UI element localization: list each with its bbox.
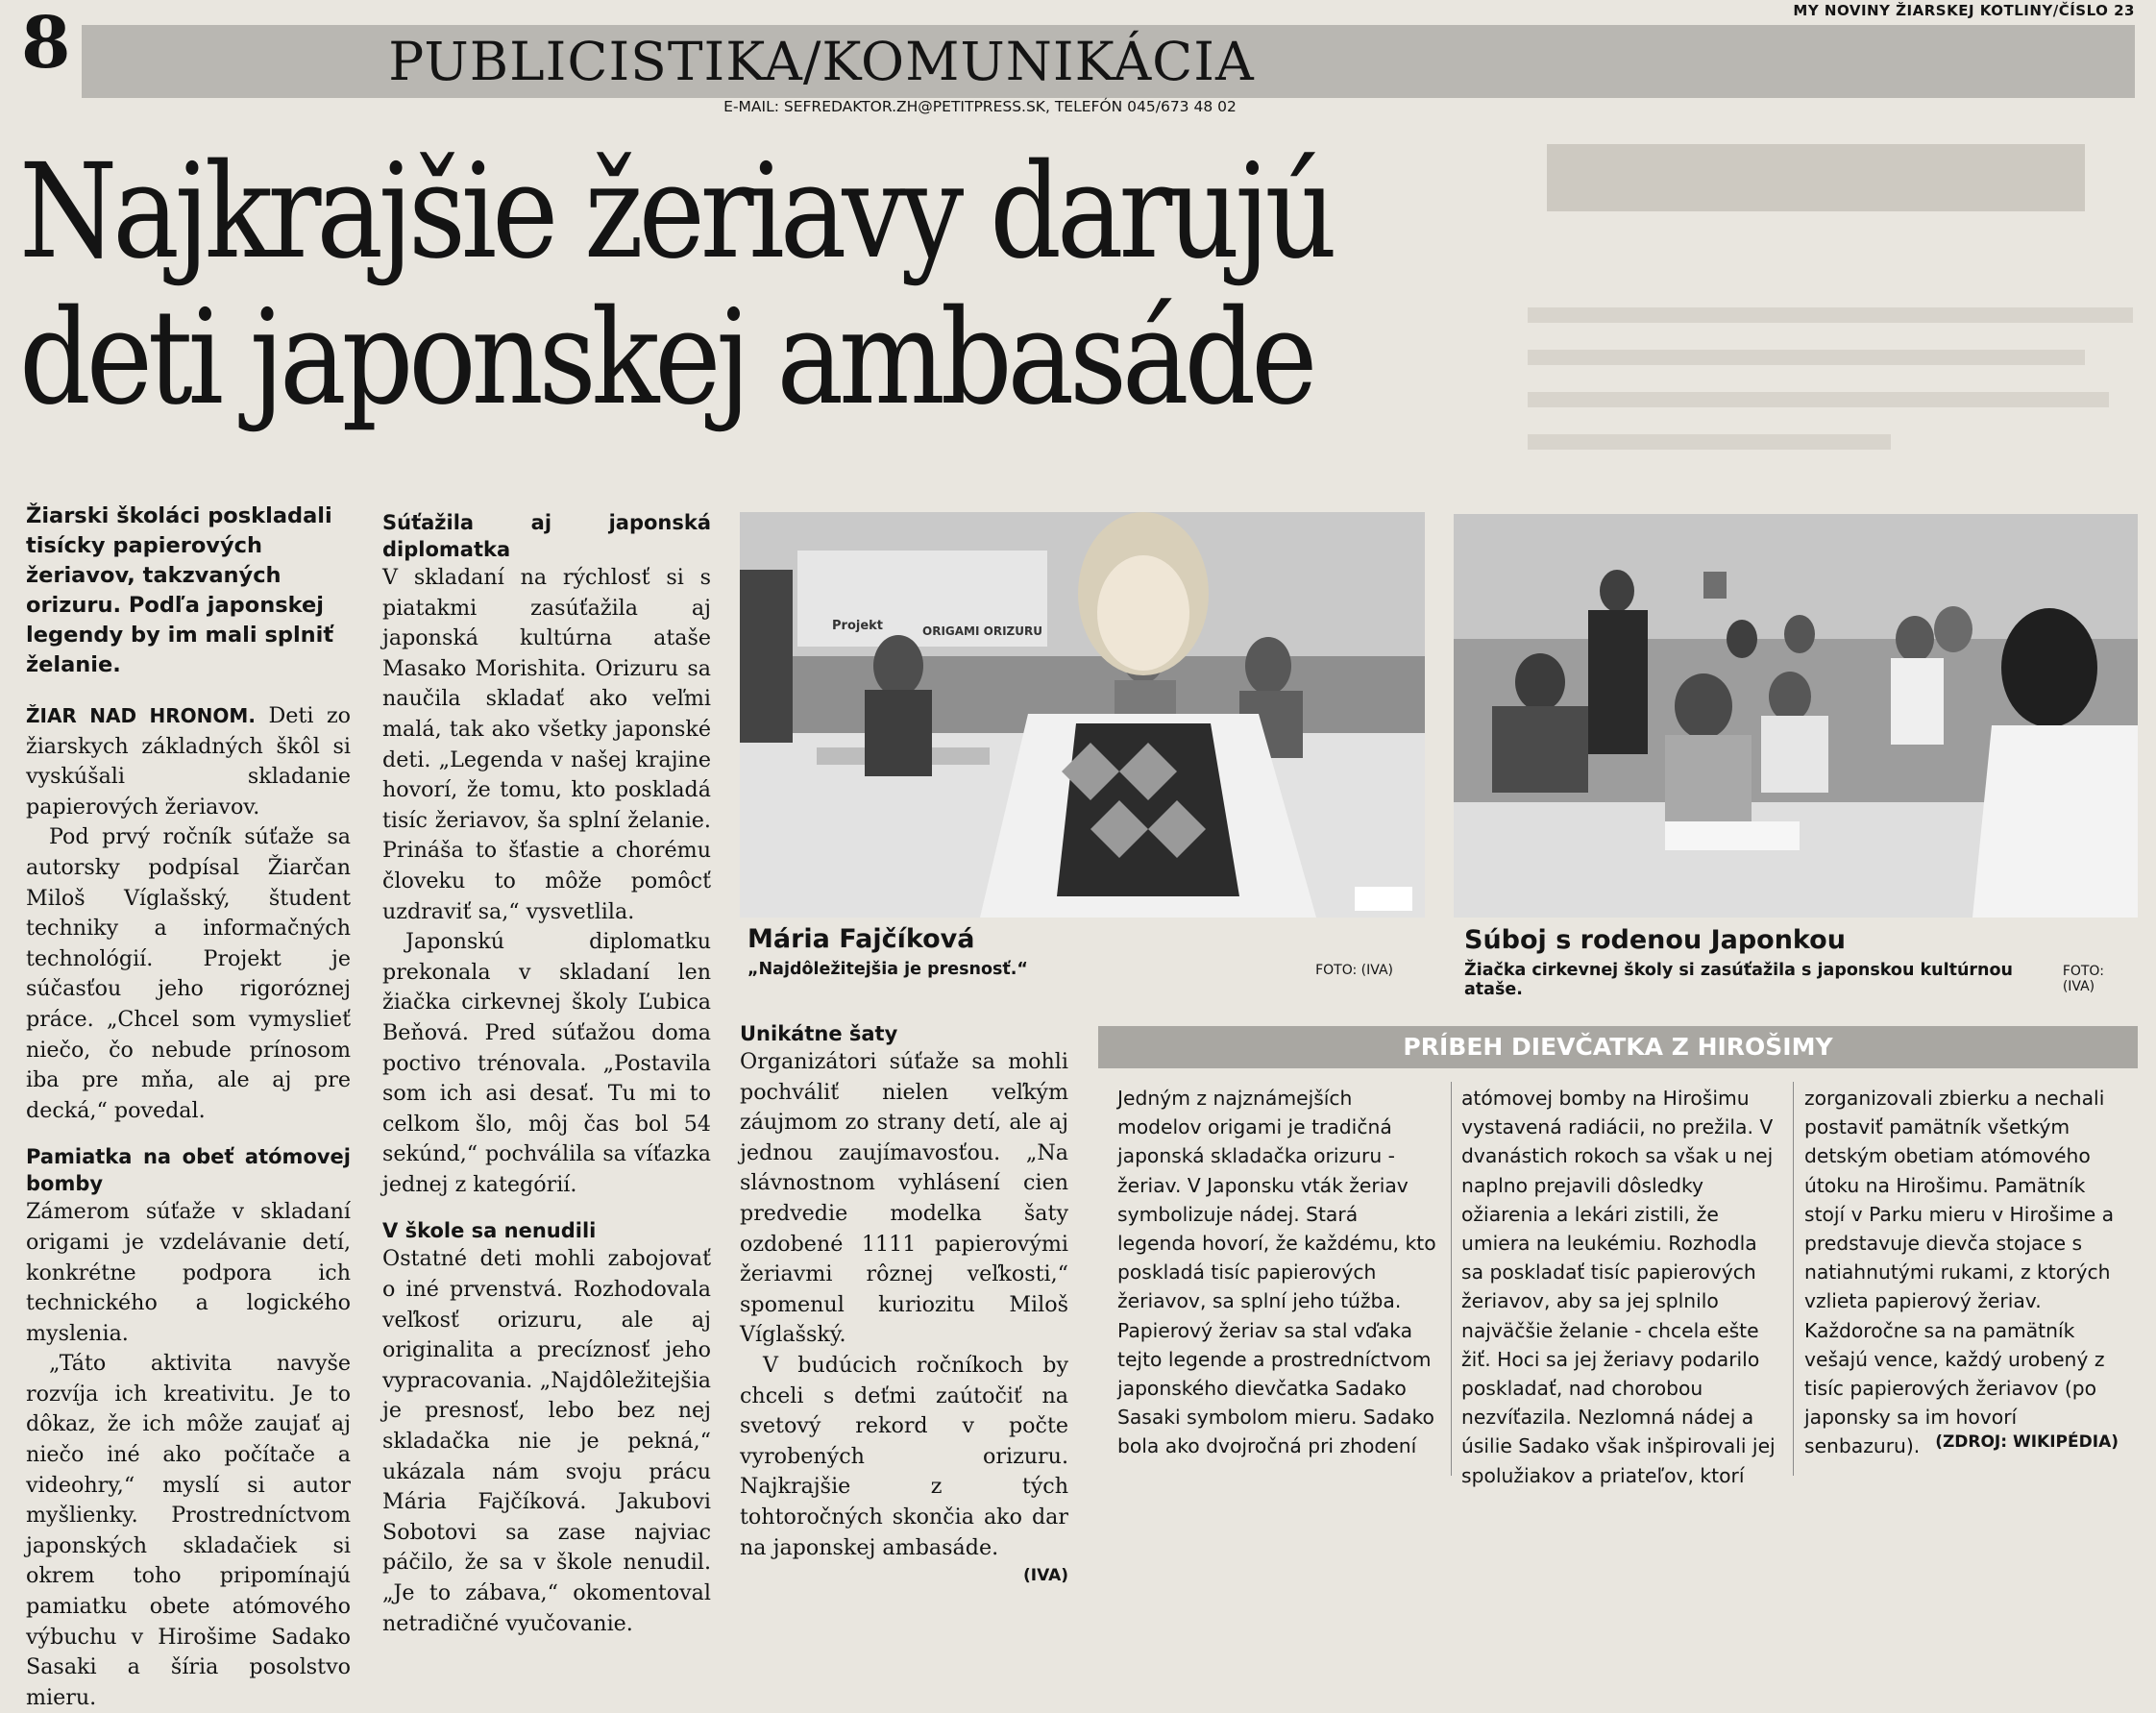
photo-caption	[1464, 925, 2137, 999]
caption-name: Súboj s rodenou Japonkou	[1464, 925, 1846, 955]
headline-line-1: Najkrajšie žeriavy darujú	[19, 136, 1333, 288]
photo-graphic	[740, 512, 1425, 918]
photo-girl-with-origami	[740, 512, 1425, 918]
headline-line-2: deti japonskej ambasáde	[19, 282, 1313, 434]
sidebar-column-1: Jedným z najznámejších modelov origami je tradičná japonská skladačka orizuru - žeriav. V Japonsku vták žeriav symbolizuje nádej. Stará legenda hovorí, že každému, kto poskladá tisíc papierových žeriavov, sa splní jeho túžba. Papierový žeriav sa stal vďaka tejto legende a prostredníctvom japonského dievčatka Sadako Sasaki symbolom mieru. Sadako bola ako dvojročná pri zhodení	[1117, 1087, 1436, 1458]
bleed-through-ghost-lines	[1528, 307, 2133, 500]
paragraph: Zámerom súťaže v skladaní origami je vzdelávanie detí, konkrétne podpora ich technického a logického myslenia.	[26, 1199, 351, 1346]
section-title: PUBLICISTIKA/KOMUNIKÁCIA	[388, 31, 1255, 92]
paragraph: Ostatné deti mohli zabojovať o iné prvenstvá. Rozhodovala veľkosť orizuru, ale aj originalita a precíznosť jeho vypracovania. „Najdôležitejšia je presnosť, lebo bez nej skladačka nie je pekná,“ ukázala nám svoju prácu Mária Fajčíková. Jakubovi Sobotovi sa zase najviac páčilo, že sa v škole nenudil. „Je to zábava,“ okomentoval netradičné vyučovanie.	[382, 1246, 711, 1636]
paragraph: V budúcich ročníkoch by chceli s deťmi zaútočiť na svetový rekord v počte vyrobených orizuru. Najkrajšie z tých tohtoročných skončia ako dar na japonskej ambasáde.	[740, 1352, 1068, 1560]
photo-graphic	[1454, 514, 2138, 918]
photo-caption	[747, 924, 1420, 979]
caption-name: Mária Fajčíková	[747, 924, 975, 954]
bleed-through-ghost	[1508, 125, 2085, 240]
photo-sign-text: Projekt	[832, 619, 884, 633]
photo-credit: FOTO: (IVA)	[2062, 964, 2104, 994]
article-byline: (IVA)	[1022, 1566, 1068, 1586]
article-column-1	[26, 502, 351, 1713]
paragraph: Japonskú diplomatku prekonala v skladaní len žiačka cirkevnej školy Ľubica Beňová. Pred súťažou doma poctivo trénovala. „Postavila som ich asi desať. Tu mi to celkom šlo, môj čas bol 54 sekúnd,“ pochválila sa víťazka jednej z kategórií.	[382, 929, 711, 1197]
photo-competition	[1454, 514, 2138, 918]
column-divider	[1793, 1082, 1794, 1476]
paragraph: Pod prvý ročník súťaže sa autorsky podpísal Žiarčan Miloš Víglašský, študent techniky a informačných technológií. Projekt je súčasťou jeho rigoróznej práce. „Chcel som vymyslieť niečo, čo nebude prínosom iba pre mňa, ale aj pre decká,“ povedal.	[26, 824, 351, 1123]
masthead-label: MY NOVINY ŽIARSKEJ KOTLINY/ČÍSLO 23	[1793, 2, 2135, 19]
subheading: Unikátne šaty	[740, 1022, 898, 1045]
paragraph: „Táto aktivita navyše rozvíja ich kreativitu. Je to dôkaz, že ich môže zaujať aj niečo iné ako počítače a videohry,“ myslí si autor myšlienky. Prostredníctvom japonských skladačiek si okrem toho pripomínajú pamiatku obete atómového výbuchu v Hirošime Sadako Sasaki a šíria posolstvo mieru.	[26, 1351, 351, 1710]
article-column-2	[382, 509, 711, 1639]
sidebar-title: PRÍBEH DIEVČATKA Z HIROŠIMY	[1098, 1026, 2138, 1068]
page-number: 8	[21, 2, 71, 85]
paragraph: Deti zo žiarskych základných škôl si vyskúšali skladanie papierových žeriavov.	[26, 703, 351, 820]
subheading: V škole sa nenudili	[382, 1219, 597, 1243]
sidebar-column-3: zorganizovali zbierku a nechali postaviť pamätník všetkým detským obetiam atómového útoku na Hirošimu. Pamätník stojí v Parku mieru v Hirošime a predstavuje dievča stojace s natiahnutými rukami, z ktorých vzlieta papierový žeriav. Každoročne sa na pamätník vešajú vence, každý urobený z tisíc papierových žeriavov (po japonsky sa im hovorí senbazuru).	[1804, 1087, 2115, 1458]
contact-line: E-MAIL: SEFREDAKTOR.ZH@PETITPRESS.SK, TELEFÓN 045/673 48 02	[723, 98, 1237, 115]
paragraph: Organizátori súťaže sa mohli pochváliť nielen veľkým záujmom zo strany detí, ale aj jednou zaujímavosťou. „Na slávnostnom vyhlásení cien predvedie modelka šaty ozdobené 1111 papierovými žeriavmi rôznej veľkosti,“ spomenul kuriozitu Miloš Víglašský.	[740, 1049, 1068, 1348]
article-lead: Žiarski školáci poskladali tisícky papierových žeriavov, takzvaných orizuru. Podľa japonskej legendy by im mali splniť želanie.	[26, 503, 334, 677]
article-column-3	[740, 1020, 1068, 1592]
photo-credit: FOTO: (IVA)	[1315, 963, 1393, 978]
dateline: ŽIAR NAD HRONOM.	[26, 704, 256, 727]
sidebar-source: (ZDROJ: WIKIPÉDIA)	[1935, 1432, 2119, 1452]
paragraph: V skladaní na rýchlosť si s piatakmi zasúťažila aj japonská kultúrna ataše Masako Morishita. Orizuru sa naučila skladať ako veľmi malá, tak ako všetky japonské deti. „Legenda v našej krajine hovorí, že tomu, kto poskladá tisíc žeriavov, ša splní želanie. Prináša to šťastie a chorému človeku to môže pomôcť uzdraviť sa,“ vysvetlila.	[382, 565, 711, 924]
subheading: Pamiatka na obeť atómovej bomby	[26, 1145, 351, 1196]
sidebar-column-2: atómovej bomby na Hirošimu vystavená radiácii, no prežila. V dvanástich rokoch sa však u nej naplno prejavili dôsledky ožiarenia a lekári zistili, že umiera na leukémiu. Rozhodla sa poskladať tisíc papierových žeriavov, aby sa jej splnilo najväčšie želanie - chcela ešte žiť. Hoci sa jej žeriavy podarilo poskladať, nad chorobou nezvíťazila. Nezlomná nádej a úsilie Sadako však inšpirovali jej spolužiakov a priateľov, ktorí	[1461, 1087, 1776, 1487]
caption-quote: Žiačka cirkevnej školy si zasúťažila s japonskou kultúrnou ataše.	[1464, 961, 2013, 999]
caption-quote: „Najdôležitejšia je presnosť.“	[747, 960, 1028, 979]
photo-sign-text: ORIGAMI ORIZURU	[922, 624, 1042, 638]
subheading: Súťažila aj japonská diplomatka	[382, 511, 711, 561]
sidebar-box	[1098, 1026, 2138, 1487]
section-bar	[82, 25, 2135, 98]
column-divider	[1451, 1082, 1452, 1476]
headline	[19, 136, 1424, 434]
